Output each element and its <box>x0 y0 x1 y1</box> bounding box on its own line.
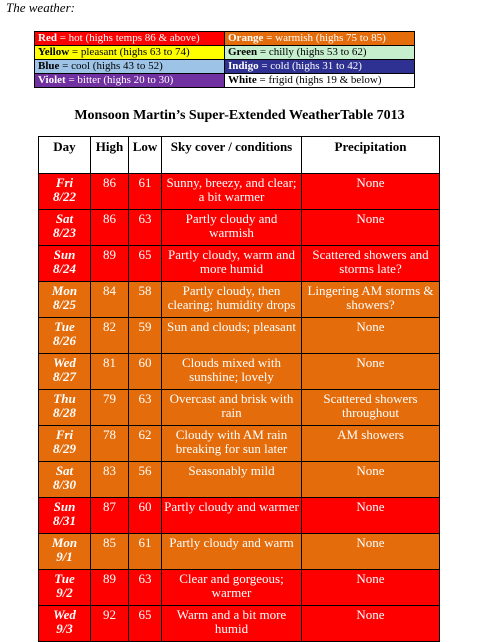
legend-color-name: Orange <box>228 32 264 44</box>
sky-cell: Clouds mixed with sunshine; lovely <box>162 354 302 390</box>
legend-description: = chilly (highs 53 to 62) <box>257 46 367 58</box>
legend-item <box>35 60 225 74</box>
precip-cell: None <box>302 570 440 606</box>
day-name: Wed <box>53 355 76 370</box>
table-row <box>39 246 440 282</box>
legend-item <box>225 74 415 88</box>
table-row <box>39 318 440 354</box>
day-name: Sun <box>53 247 76 262</box>
low-cell: 63 <box>129 570 162 606</box>
legend-description: = frigid (highs 19 & below) <box>256 74 382 86</box>
header-low: Low <box>129 137 162 174</box>
table-row <box>39 534 440 570</box>
high-cell: 89 <box>91 570 129 606</box>
day-name: Fri <box>55 175 74 190</box>
low-cell: 59 <box>129 318 162 354</box>
high-cell: 81 <box>91 354 129 390</box>
day-cell <box>39 318 91 354</box>
legend-description: = hot (highs temps 86 & above) <box>56 32 200 44</box>
day-date: 8/23 <box>52 225 77 240</box>
low-cell: 58 <box>129 282 162 318</box>
precip-cell: Scattered showers and storms late? <box>302 246 440 282</box>
legend-item <box>35 32 225 46</box>
day-name: Tue <box>54 319 75 334</box>
sky-cell: Overcast and brisk with rain <box>162 390 302 426</box>
low-cell: 62 <box>129 426 162 462</box>
day-cell <box>39 354 91 390</box>
legend-description: = cold (highs 31 to 42) <box>258 60 362 72</box>
low-cell: 63 <box>129 210 162 246</box>
day-cell <box>39 174 91 210</box>
header-day: Day <box>39 137 91 174</box>
legend-description: = warmish (highs 75 to 85) <box>263 32 386 44</box>
day-cell <box>39 606 91 642</box>
day-cell <box>39 498 91 534</box>
table-row <box>39 462 440 498</box>
low-cell: 65 <box>129 246 162 282</box>
legend-color-name: Blue <box>38 60 60 72</box>
sky-cell: Warm and a bit more humid <box>162 606 302 642</box>
precip-cell: Scattered showers throughout <box>302 390 440 426</box>
legend-color-name: Violet <box>38 74 66 86</box>
high-cell: 78 <box>91 426 129 462</box>
day-name: Wed <box>53 607 76 622</box>
precip-cell: AM showers <box>302 426 440 462</box>
day-date: 9/2 <box>56 585 73 600</box>
day-date: 8/28 <box>52 405 77 420</box>
header-row <box>39 137 440 174</box>
day-date: 8/27 <box>52 369 77 384</box>
header-precip: Precipitation <box>302 137 440 174</box>
day-cell <box>39 390 91 426</box>
header-high: High <box>91 137 129 174</box>
precip-cell: None <box>302 174 440 210</box>
legend-description: = cool (highs 43 to 52) <box>59 60 163 72</box>
day-name: Sat <box>55 211 74 226</box>
high-cell: 85 <box>91 534 129 570</box>
table-row <box>39 210 440 246</box>
day-date: 8/24 <box>52 261 77 276</box>
intro-heading: The weather: <box>6 0 75 15</box>
sky-cell: Partly cloudy and warm <box>162 534 302 570</box>
legend-item <box>35 46 225 60</box>
low-cell: 56 <box>129 462 162 498</box>
legend-row <box>35 32 415 46</box>
low-cell: 63 <box>129 390 162 426</box>
precip-cell: Lingering AM storms & showers? <box>302 282 440 318</box>
sky-cell: Cloudy with AM rain breaking for sun later <box>162 426 302 462</box>
legend-description: = bitter (highs 20 to 30) <box>65 74 174 86</box>
precip-cell: None <box>302 354 440 390</box>
sky-cell: Seasonably mild <box>162 462 302 498</box>
high-cell: 89 <box>91 246 129 282</box>
legend-item <box>225 60 415 74</box>
legend-color-name: Red <box>38 32 57 44</box>
high-cell: 87 <box>91 498 129 534</box>
high-cell: 86 <box>91 174 129 210</box>
day-date: 9/1 <box>56 549 73 564</box>
table-row <box>39 282 440 318</box>
sky-cell: Sun and clouds; pleasant <box>162 318 302 354</box>
day-date: 8/30 <box>52 477 77 492</box>
day-cell <box>39 246 91 282</box>
color-legend <box>34 31 415 88</box>
high-cell: 84 <box>91 282 129 318</box>
low-cell: 60 <box>129 354 162 390</box>
table-row <box>39 390 440 426</box>
sky-cell: Partly cloudy and warmish <box>162 210 302 246</box>
precip-cell: None <box>302 498 440 534</box>
day-name: Fri <box>55 427 74 442</box>
legend-row <box>35 46 415 60</box>
legend-item <box>225 46 415 60</box>
day-name: Mon <box>51 535 78 550</box>
legend-color-name: Indigo <box>228 60 259 72</box>
legend-color-name: Green <box>228 46 258 58</box>
precip-cell: None <box>302 462 440 498</box>
day-date: 8/26 <box>52 333 77 348</box>
day-cell <box>39 282 91 318</box>
low-cell: 60 <box>129 498 162 534</box>
day-cell <box>39 462 91 498</box>
day-name: Thu <box>53 391 76 406</box>
low-cell: 65 <box>129 606 162 642</box>
table-title: Monsoon Martin’s Super-Extended WeatherTable 7013 <box>74 108 405 123</box>
table-row <box>39 174 440 210</box>
day-date: 8/25 <box>52 297 77 312</box>
legend-row <box>35 74 415 88</box>
day-date: 8/29 <box>52 441 77 456</box>
day-name: Sun <box>53 499 76 514</box>
low-cell: 61 <box>129 534 162 570</box>
legend-description: = pleasant (highs 63 to 74) <box>69 46 190 58</box>
low-cell: 61 <box>129 174 162 210</box>
day-name: Tue <box>54 571 75 586</box>
sky-cell: Partly cloudy and warmer <box>162 498 302 534</box>
legend-color-name: Yellow <box>38 46 70 58</box>
precip-cell: None <box>302 210 440 246</box>
table-row <box>39 606 440 642</box>
table-row <box>39 498 440 534</box>
high-cell: 79 <box>91 390 129 426</box>
sky-cell: Partly cloudy, warm and more humid <box>162 246 302 282</box>
high-cell: 92 <box>91 606 129 642</box>
high-cell: 82 <box>91 318 129 354</box>
legend-item <box>225 32 415 46</box>
sky-cell: Sunny, breezy, and clear; a bit warmer <box>162 174 302 210</box>
day-date: 8/31 <box>52 513 77 528</box>
table-row <box>39 426 440 462</box>
high-cell: 83 <box>91 462 129 498</box>
day-cell <box>39 570 91 606</box>
precip-cell: None <box>302 534 440 570</box>
day-cell <box>39 426 91 462</box>
day-name: Mon <box>51 283 78 298</box>
legend-color-name: White <box>228 74 257 86</box>
high-cell: 86 <box>91 210 129 246</box>
precip-cell: None <box>302 606 440 642</box>
day-date: 9/3 <box>56 621 73 636</box>
day-date: 8/22 <box>52 189 77 204</box>
day-cell <box>39 210 91 246</box>
table-row <box>39 570 440 606</box>
sky-cell: Clear and gorgeous; warmer <box>162 570 302 606</box>
precip-cell: None <box>302 318 440 354</box>
table-row <box>39 354 440 390</box>
legend-item <box>35 74 225 88</box>
legend-row <box>35 60 415 74</box>
header-sky: Sky cover / conditions <box>162 137 302 174</box>
day-name: Sat <box>55 463 74 478</box>
weather-table <box>38 136 440 642</box>
day-cell <box>39 534 91 570</box>
sky-cell: Partly cloudy, then clearing; humidity drops <box>162 282 302 318</box>
